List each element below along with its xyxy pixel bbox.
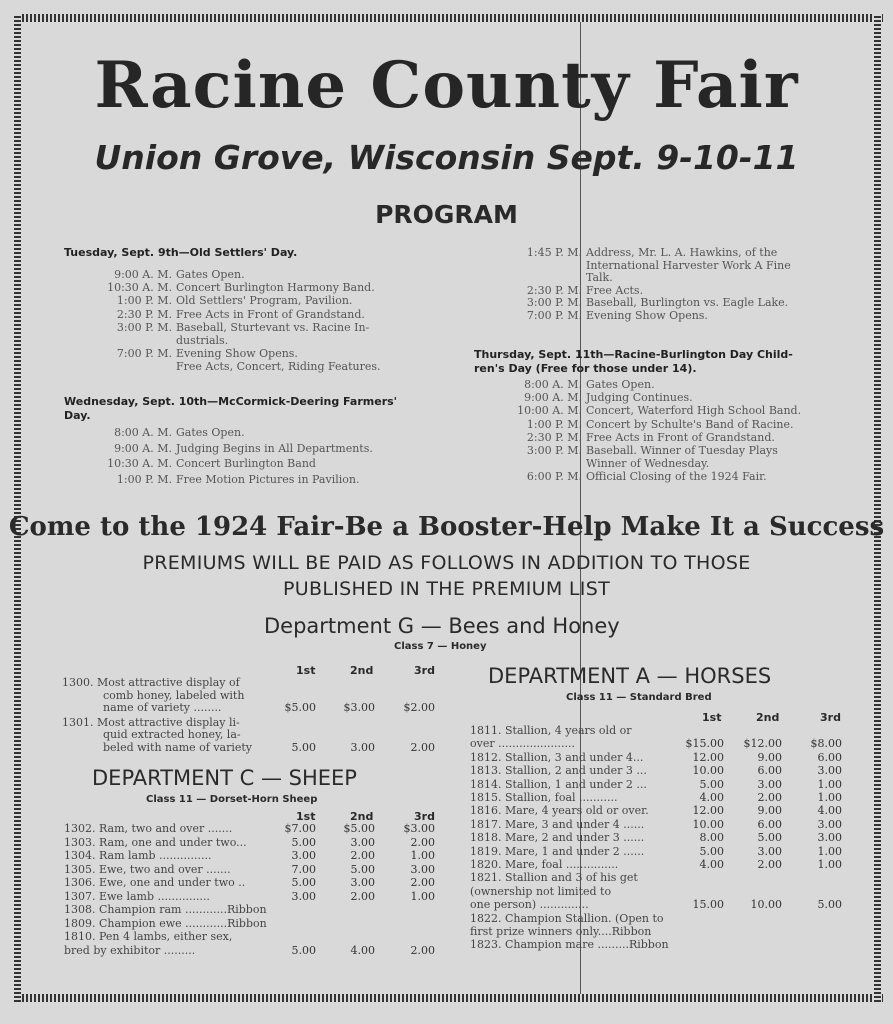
event-text: Free Acts, Concert, Riding Features. <box>176 360 381 374</box>
premium-row-text: 1304. Ram lamb ............... <box>64 849 212 862</box>
premium-3rd: 2.00 <box>410 835 435 849</box>
premium-1st: 5.00 <box>291 876 316 889</box>
thursday-heading-cont: ren's Day (Free for those under 14). <box>474 362 697 375</box>
premium-row-text: 1823. Champion mare .........Ribbon <box>470 938 669 952</box>
premium-1st: 7.00 <box>291 862 316 876</box>
event-text: Talk. <box>586 271 613 285</box>
premium-2nd: 2.00 <box>757 858 782 871</box>
premium-row-text: 1303. Ram, one and under two... <box>64 835 247 849</box>
premium-1st: $15.00 <box>685 737 724 751</box>
event-text: Concert Burlington Harmony Band. <box>176 281 375 295</box>
premium-2nd: 2.00 <box>757 791 782 804</box>
event-time: 10:30 A. M. <box>107 457 172 471</box>
subtitle: Union Grove, Wisconsin Sept. 9-10-11 <box>94 138 799 177</box>
premium-row-text: one person) .............. <box>470 898 589 912</box>
wednesday-heading-cont: Day. <box>64 409 91 422</box>
event-time: 9:00 A. M. <box>114 441 172 455</box>
event-text: Free Motion Pictures in Pavilion. <box>176 472 360 486</box>
premium-2nd: 9.00 <box>757 750 782 764</box>
premium-2nd: 5.00 <box>757 831 782 845</box>
event-text: Gates Open. <box>176 268 245 281</box>
event-time: 9:00 A. M. <box>114 268 172 281</box>
event-text: Free Acts in Front of Grandstand. <box>586 430 775 444</box>
premium-1st: 8.00 <box>699 831 724 845</box>
premium-row-text: 1822. Champion Stallion. (Open to <box>470 911 664 925</box>
event-text: Concert Burlington Band <box>176 457 316 471</box>
premium-row-text: 1816. Mare, 4 years old or over. <box>470 804 649 818</box>
premium-row-text: 1305. Ewe, two and over ....... <box>64 862 231 876</box>
premium-1st: 5.00 <box>291 835 316 849</box>
premium-2nd: $12.00 <box>743 737 782 751</box>
event-time: 7:00 P. M. <box>526 309 582 322</box>
dept-c-col-1st: 1st <box>296 810 316 823</box>
premium-3rd: 3.00 <box>817 817 842 831</box>
premium-2nd: 3.00 <box>757 844 782 858</box>
premium-1st: 10.00 <box>692 817 724 831</box>
premium-row-text: 1307. Ewe lamb ............... <box>64 889 210 903</box>
dept-a-col-2nd: 2nd <box>756 711 780 724</box>
premium-3rd: 1.00 <box>817 791 842 804</box>
tuesday-heading: Tuesday, Sept. 9th—Old Settlers' Day. <box>64 246 298 259</box>
premium-row-text: 1818. Mare, 2 and under 3 ...... <box>470 831 645 845</box>
premium-2nd: $5.00 <box>343 822 375 835</box>
premium-row-text: quid extracted honey, la- <box>103 728 241 741</box>
dept-g-title: Department G — Bees and Honey <box>264 614 620 638</box>
premium-3rd: $2.00 <box>403 701 435 714</box>
premium-3rd: 1.00 <box>410 849 435 862</box>
premium-3rd: 2.00 <box>410 943 435 957</box>
event-time: 1:45 P. M. <box>526 246 582 259</box>
top-border <box>14 14 883 22</box>
premium-row-text: 1820. Mare, foal ............... <box>470 858 619 871</box>
event-text: Baseball, Sturtevant vs. Racine In- <box>176 320 370 334</box>
premium-row-text: (ownership not limited to <box>470 884 612 898</box>
premium-row-text: 1812. Stallion, 3 and under 4... <box>470 750 644 764</box>
event-text: Free Acts. <box>586 283 644 297</box>
premium-1st: 15.00 <box>692 898 724 912</box>
event-time: 3:00 P. M. <box>116 320 172 334</box>
premium-3rd: 3.00 <box>817 831 842 845</box>
premium-1st: 3.00 <box>291 889 316 903</box>
premiums-line-2: PUBLISHED IN THE PREMIUM LIST <box>283 578 610 600</box>
premium-1st: 3.00 <box>291 849 316 862</box>
event-text: International Harvester Work A Fine <box>586 258 791 272</box>
event-time: 6:00 P. M. <box>526 470 582 484</box>
premium-3rd: 4.00 <box>817 804 842 818</box>
premium-1st: 5.00 <box>699 844 724 858</box>
premium-2nd: $3.00 <box>343 701 375 714</box>
premium-row-text: 1813. Stallion, 2 and under 3 ... <box>470 764 647 778</box>
premium-1st: 12.00 <box>692 750 724 764</box>
premium-row-text: over ...................... <box>470 737 576 751</box>
event-time: 1:00 P. M. <box>116 472 172 486</box>
premium-row-text: 1809. Champion ewe ............Ribbon <box>64 916 267 930</box>
event-text: Concert, Waterford High School Band. <box>586 404 802 418</box>
event-time: 1:00 P. M. <box>116 294 172 308</box>
dept-c-title: DEPARTMENT C — SHEEP <box>92 766 357 790</box>
event-text: Old Settlers' Program, Pavilion. <box>176 294 353 308</box>
premium-3rd: 2.00 <box>410 740 435 754</box>
event-text: Evening Show Opens. <box>586 309 708 322</box>
premium-3rd: 1.00 <box>817 858 842 871</box>
premium-row-text: 1815. Stallion, foal ........... <box>470 791 618 804</box>
premium-row-text: bred by exhibitor ......... <box>64 943 196 957</box>
event-text: Judging Continues. <box>586 391 693 405</box>
event-text: Concert by Schulte's Band of Racine. <box>586 417 794 431</box>
page-title: Racine County Fair <box>94 48 799 123</box>
premium-2nd: 6.00 <box>757 764 782 778</box>
event-text: Gates Open. <box>586 378 655 391</box>
event-text: dustrials. <box>176 334 229 347</box>
premium-3rd: 2.00 <box>410 876 435 889</box>
event-text: Gates Open. <box>176 426 245 439</box>
slogan: Come to the 1924 Fair-Be a Booster-Help Make It a Success <box>8 512 885 542</box>
premium-row-text: 1810. Pen 4 lambs, either sex, <box>64 930 233 943</box>
premium-2nd: 3.00 <box>350 740 375 754</box>
premium-3rd: 5.00 <box>817 898 842 912</box>
event-text: Address, Mr. L. A. Hawkins, of the <box>586 246 778 259</box>
dept-g-col-1st: 1st <box>296 664 316 677</box>
premium-row-text: 1814. Stallion, 1 and under 2 ... <box>470 777 647 791</box>
premium-3rd: 1.00 <box>817 777 842 791</box>
premium-1st: $7.00 <box>284 822 316 835</box>
dept-g-col-3rd: 3rd <box>414 664 435 677</box>
premium-2nd: 3.00 <box>757 777 782 791</box>
premium-row-text: beled with name of variety <box>103 740 253 754</box>
premium-2nd: 2.00 <box>350 849 375 862</box>
premium-row-text: first prize winners only....Ribbon <box>470 925 652 938</box>
premium-row-text: 1821. Stallion and 3 of his get <box>470 871 638 885</box>
premium-1st: 10.00 <box>692 764 724 778</box>
premium-3rd: 1.00 <box>410 889 435 903</box>
event-time: 1:00 P. M. <box>526 417 582 431</box>
event-time: 9:00 A. M. <box>524 391 582 405</box>
premium-3rd: $3.00 <box>403 822 435 835</box>
premium-3rd: 1.00 <box>817 844 842 858</box>
premiums-line-1: PREMIUMS WILL BE PAID AS FOLLOWS IN ADDITION TO THOSE <box>142 552 751 574</box>
event-text: Winner of Wednesday. <box>586 457 710 471</box>
premium-row-text: comb honey, labeled with <box>103 688 245 702</box>
premium-row-text: 1302. Ram, two and over ....... <box>64 822 233 835</box>
dept-c-col-3rd: 3rd <box>414 810 435 823</box>
premium-row-text: 1817. Mare, 3 and under 4 ...... <box>470 817 645 831</box>
premium-1st: 4.00 <box>699 858 724 871</box>
premium-2nd: 3.00 <box>350 835 375 849</box>
wednesday-heading: Wednesday, Sept. 10th—McCormick-Deering Farmers' <box>64 395 398 408</box>
premium-2nd: 3.00 <box>350 876 375 889</box>
event-text: Judging Begins in All Departments. <box>176 441 373 455</box>
thursday-heading: Thursday, Sept. 11th—Racine-Burlington Day Child- <box>474 348 793 361</box>
premium-3rd: 3.00 <box>410 862 435 876</box>
premium-1st: 4.00 <box>699 791 724 804</box>
premium-2nd: 4.00 <box>350 943 375 957</box>
premium-2nd: 6.00 <box>757 817 782 831</box>
premium-1st: $5.00 <box>284 701 316 714</box>
premium-row-text: 1811. Stallion, 4 years old or <box>470 724 632 737</box>
event-text: Evening Show Opens. <box>176 347 298 361</box>
dept-a-class: Class 11 — Standard Bred <box>566 692 712 703</box>
program-heading: PROGRAM <box>375 200 518 229</box>
event-time: 8:00 A. M. <box>114 426 172 439</box>
event-time: 2:30 P. M. <box>526 283 582 297</box>
bottom-border <box>14 994 883 1002</box>
premium-row-text: 1306. Ewe, one and under two .. <box>64 876 246 889</box>
premium-1st: 5.00 <box>291 943 316 957</box>
event-text: Baseball, Burlington vs. Eagle Lake. <box>586 296 789 310</box>
premium-row-text: name of variety ........ <box>103 701 222 714</box>
premium-2nd: 10.00 <box>750 898 782 912</box>
event-time: 2:30 P. M. <box>116 307 172 321</box>
premium-row-text: 1300. Most attractive display of <box>62 676 240 689</box>
event-time: 2:30 P. M. <box>526 430 582 444</box>
event-text: Official Closing of the 1924 Fair. <box>586 470 767 484</box>
premium-2nd: 2.00 <box>350 889 375 903</box>
dept-g-col-2nd: 2nd <box>350 664 374 677</box>
premium-2nd: 5.00 <box>350 862 375 876</box>
event-time: 8:00 A. M. <box>524 378 582 391</box>
premium-3rd: $8.00 <box>810 737 842 751</box>
dept-g-class: Class 7 — Honey <box>394 641 487 652</box>
premium-row-text: 1308. Champion ram ............Ribbon <box>64 903 267 916</box>
premium-1st: 12.00 <box>692 804 724 818</box>
dept-a-col-3rd: 3rd <box>820 711 841 724</box>
premium-3rd: 3.00 <box>817 764 842 778</box>
premium-1st: 5.00 <box>291 740 316 754</box>
dept-a-title: DEPARTMENT A — HORSES <box>488 664 772 688</box>
event-time: 10:30 A. M. <box>107 281 172 295</box>
dept-c-col-2nd: 2nd <box>350 810 374 823</box>
dept-a-col-1st: 1st <box>702 711 722 724</box>
event-time: 7:00 P. M. <box>116 347 172 361</box>
dept-c-class: Class 11 — Dorset-Horn Sheep <box>146 794 318 805</box>
premium-1st: 5.00 <box>699 777 724 791</box>
event-time: 10:00 A. M. <box>517 404 582 418</box>
event-time: 3:00 P. M. <box>526 444 582 457</box>
premium-row-text: 1819. Mare, 1 and under 2 ...... <box>470 844 645 858</box>
premium-row-text: 1301. Most attractive display li- <box>62 715 240 729</box>
event-text: Baseball. Winner of Tuesday Plays <box>586 444 778 457</box>
premium-2nd: 9.00 <box>757 804 782 818</box>
premium-3rd: 6.00 <box>817 750 842 764</box>
event-time: 3:00 P. M. <box>526 296 582 310</box>
event-text: Free Acts in Front of Grandstand. <box>176 307 365 321</box>
